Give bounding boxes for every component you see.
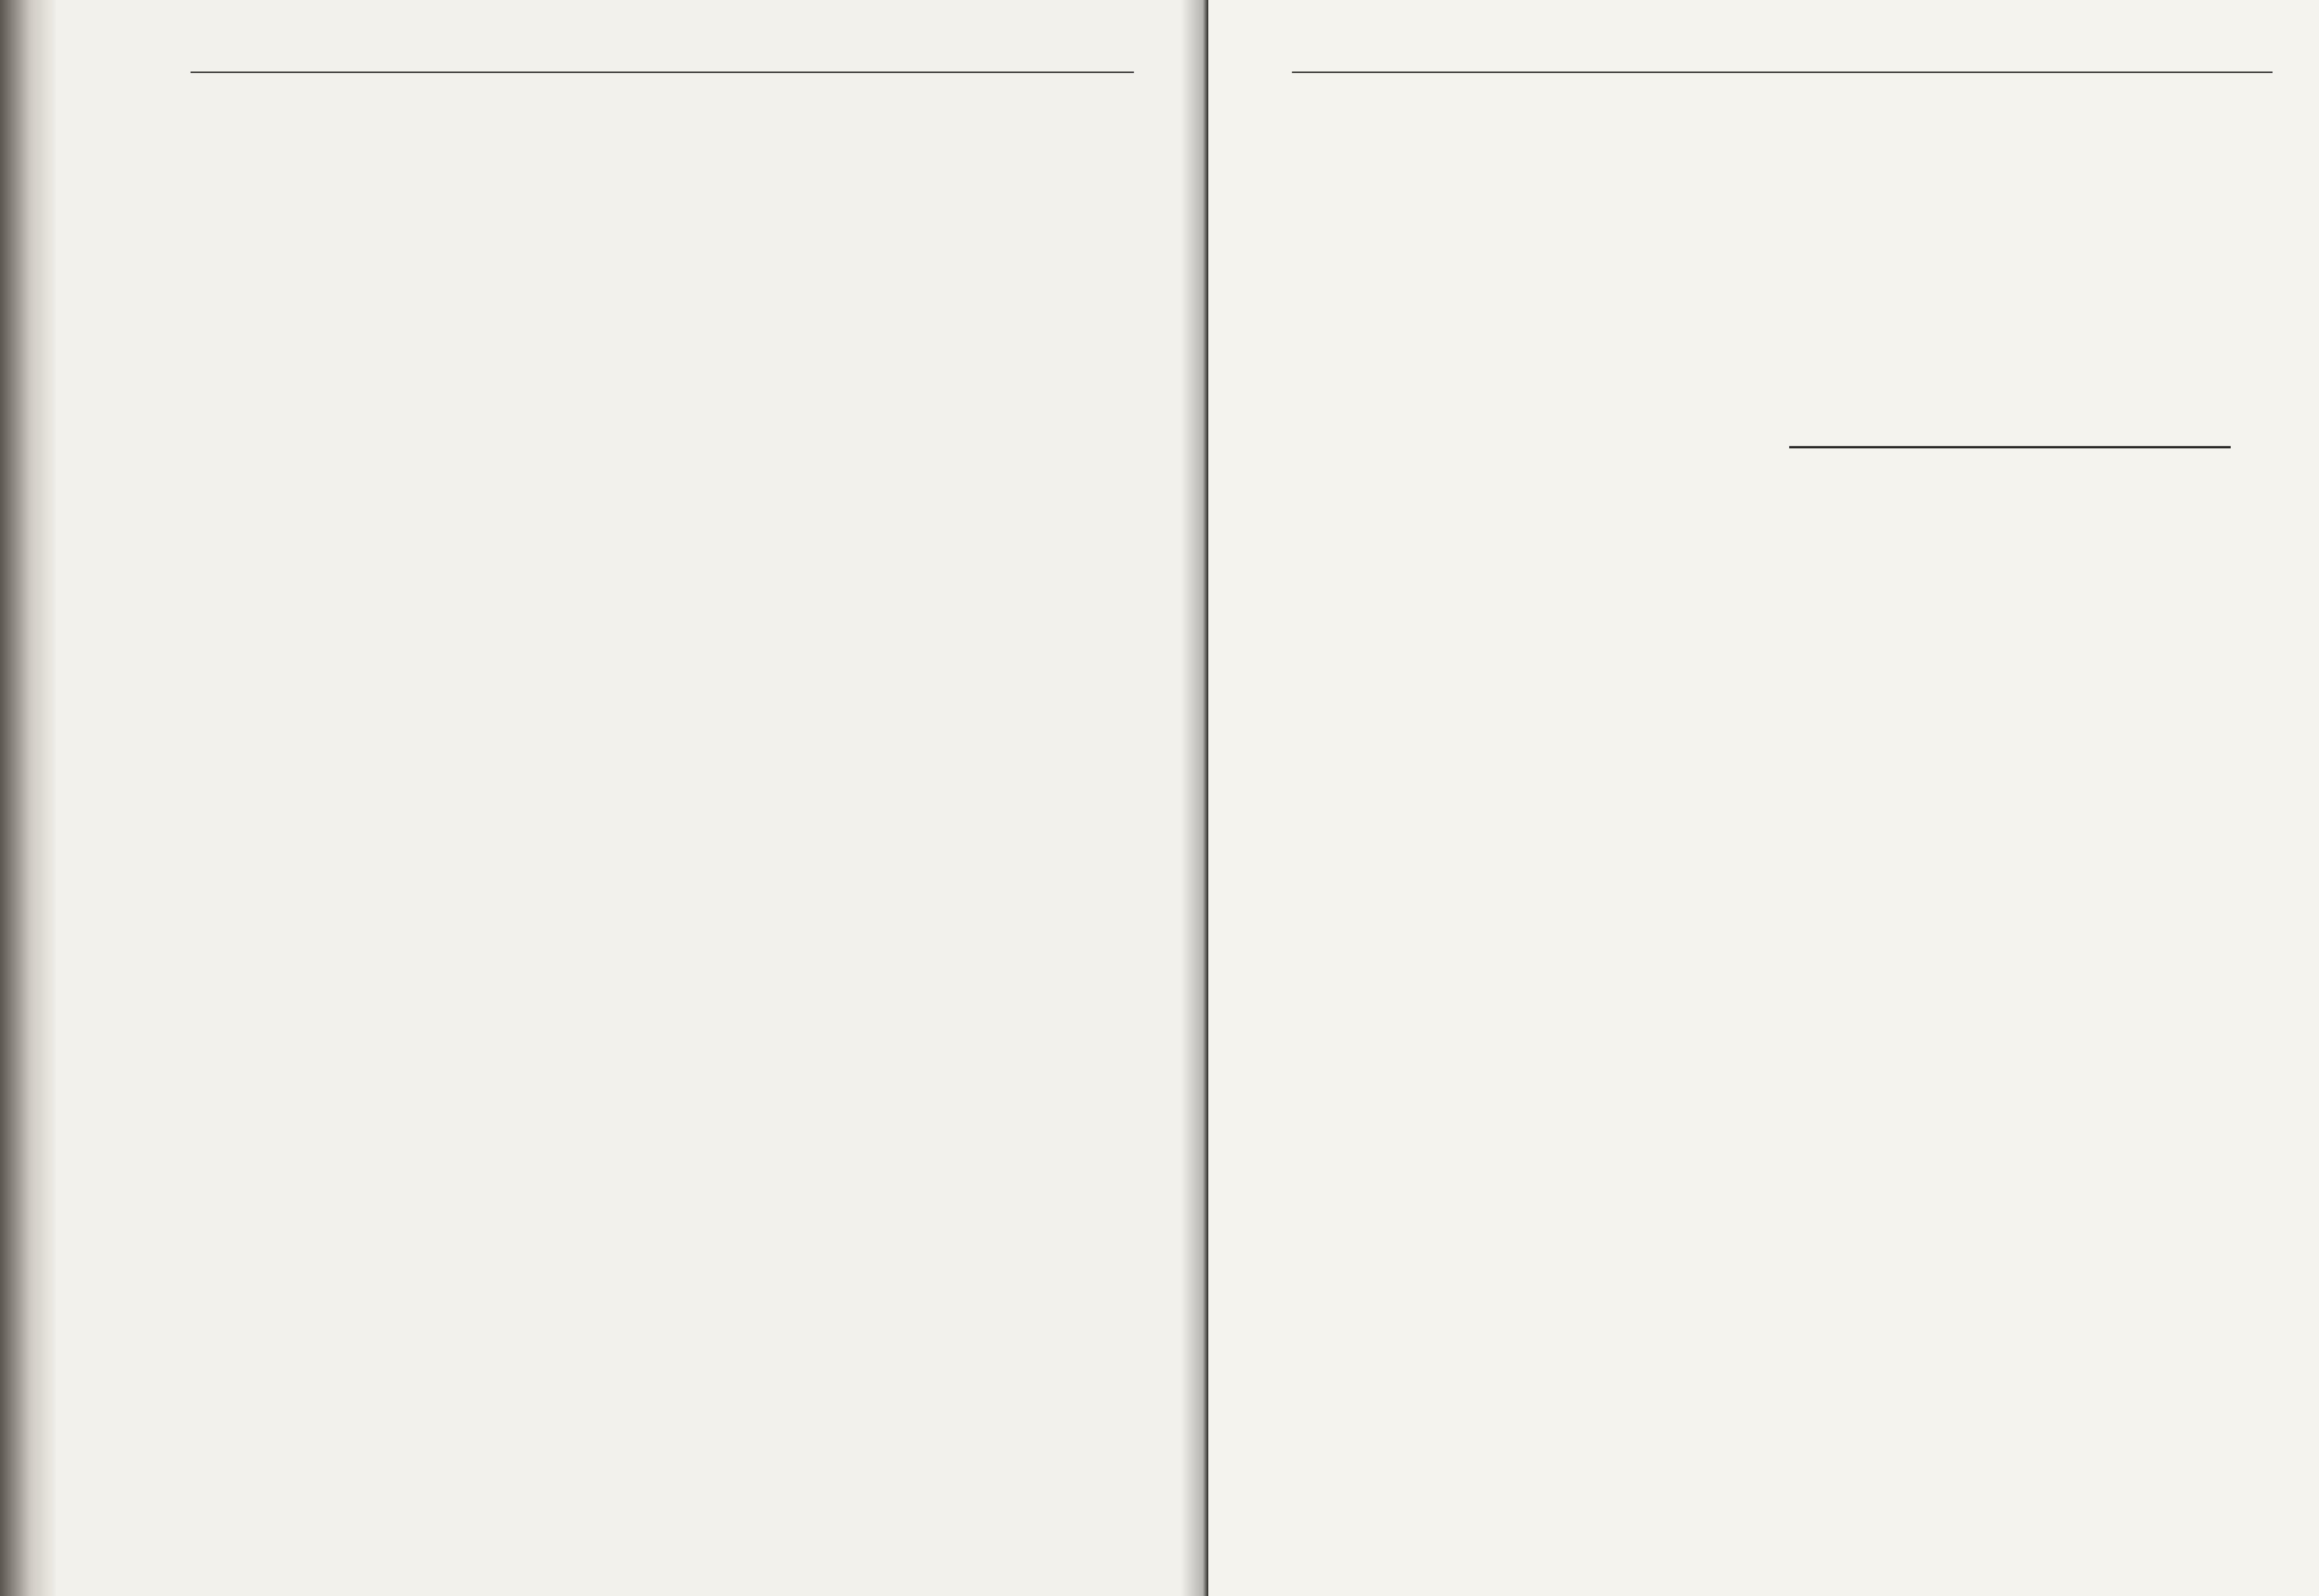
header-rule-left xyxy=(191,72,1134,73)
header-rule-right xyxy=(1292,72,2273,73)
form-separator-rule xyxy=(1789,446,2231,448)
page-edge-stack xyxy=(0,0,56,1596)
right-page xyxy=(1208,0,2319,1596)
